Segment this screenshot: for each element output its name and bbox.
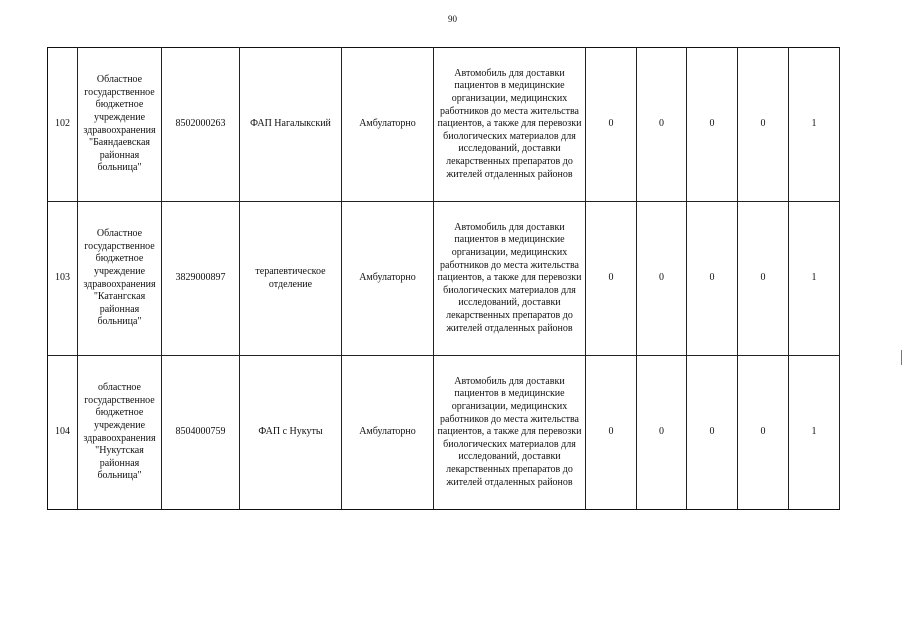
value-cell: 0 bbox=[687, 202, 738, 356]
institution-cell: Областное государственное бюджетное учреждение здравоохранения "Баяндаевская районная больница" bbox=[78, 48, 162, 202]
value-cell: 0 bbox=[637, 48, 687, 202]
page-number: 90 bbox=[448, 14, 457, 24]
table-row bbox=[48, 48, 840, 202]
code-cell: 8504000759 bbox=[162, 356, 240, 510]
value-cell: 0 bbox=[586, 202, 637, 356]
purpose-cell: Автомобиль для доставки пациентов в медицинские организации, медицинских работников до места жительства пациентов, а также для перевозки биологических материалов для исследований, доставки лекарственных препаратов до жителей отдаленных районов bbox=[434, 356, 586, 510]
unit-cell: ФАП с Нукуты bbox=[240, 356, 342, 510]
value-cell: 1 bbox=[789, 48, 840, 202]
table-row bbox=[48, 202, 840, 356]
row-number-cell: 102 bbox=[48, 48, 78, 202]
value-cell: 0 bbox=[738, 356, 789, 510]
row-number-cell: 104 bbox=[48, 356, 78, 510]
code-cell: 8502000263 bbox=[162, 48, 240, 202]
value-cell: 0 bbox=[637, 202, 687, 356]
value-cell: 0 bbox=[738, 48, 789, 202]
care-type-cell: Амбулаторно bbox=[342, 356, 434, 510]
institution-cell: областное государственное бюджетное учреждение здравоохранения "Нукутская районная больница" bbox=[78, 356, 162, 510]
scan-edge-mark bbox=[901, 350, 902, 365]
value-cell: 0 bbox=[637, 356, 687, 510]
table-row bbox=[48, 356, 840, 510]
institution-cell: Областное государственное бюджетное учреждение здравоохранения "Катангская районная больница" bbox=[78, 202, 162, 356]
value-cell: 0 bbox=[586, 48, 637, 202]
row-number-cell: 103 bbox=[48, 202, 78, 356]
vehicle-allocation-table bbox=[47, 47, 840, 510]
purpose-cell: Автомобиль для доставки пациентов в медицинские организации, медицинских работников до места жительства пациентов, а также для перевозки биологических материалов для исследований, доставки лекарственных препаратов до жителей отдаленных районов bbox=[434, 48, 586, 202]
unit-cell: терапевтическое отделение bbox=[240, 202, 342, 356]
value-cell: 1 bbox=[789, 356, 840, 510]
code-cell: 3829000897 bbox=[162, 202, 240, 356]
value-cell: 1 bbox=[789, 202, 840, 356]
care-type-cell: Амбулаторно bbox=[342, 48, 434, 202]
care-type-cell: Амбулаторно bbox=[342, 202, 434, 356]
purpose-cell: Автомобиль для доставки пациентов в медицинские организации, медицинских работников до места жительства пациентов, а также для перевозки биологических материалов для исследований, доставки лекарственных препаратов до жителей отдаленных районов bbox=[434, 202, 586, 356]
unit-cell: ФАП Нагалыкский bbox=[240, 48, 342, 202]
value-cell: 0 bbox=[687, 356, 738, 510]
value-cell: 0 bbox=[738, 202, 789, 356]
value-cell: 0 bbox=[687, 48, 738, 202]
value-cell: 0 bbox=[586, 356, 637, 510]
